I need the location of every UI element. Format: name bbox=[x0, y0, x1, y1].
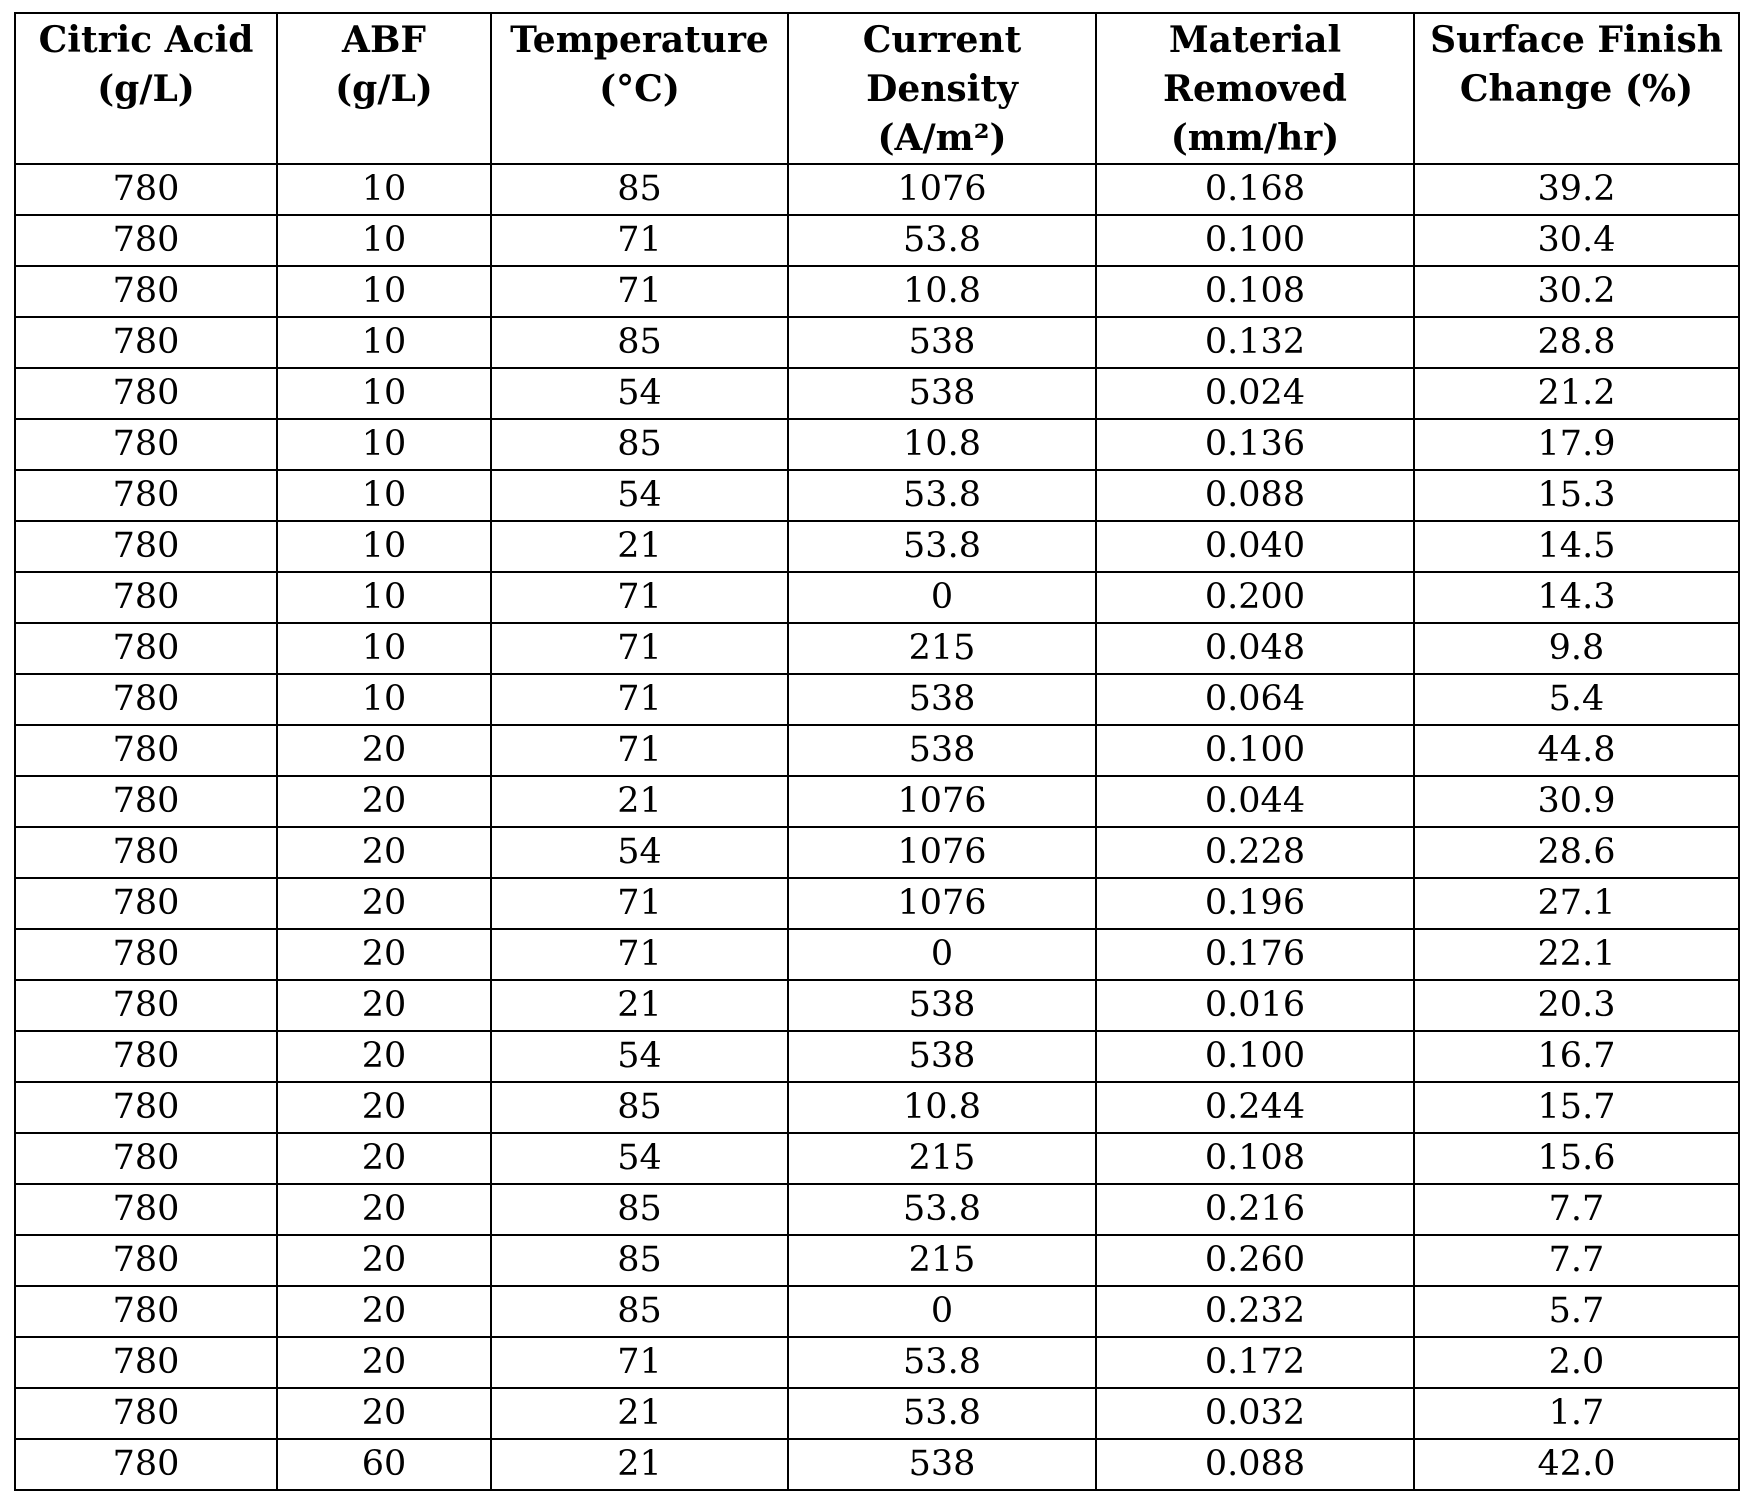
cell-current-density: 215 bbox=[788, 1133, 1096, 1184]
cell-abf: 10 bbox=[277, 521, 491, 572]
header-line: (°C) bbox=[599, 68, 680, 110]
cell-material-removed: 0.088 bbox=[1096, 470, 1414, 521]
cell-surface-finish-change: 30.2 bbox=[1414, 266, 1739, 317]
table-row bbox=[15, 725, 1739, 776]
cell-citric-acid: 780 bbox=[15, 980, 277, 1031]
table-row bbox=[15, 1439, 1739, 1490]
cell-material-removed: 0.196 bbox=[1096, 878, 1414, 929]
cell-citric-acid: 780 bbox=[15, 623, 277, 674]
cell-temperature: 54 bbox=[491, 827, 788, 878]
table-row bbox=[15, 1031, 1739, 1082]
cell-material-removed: 0.016 bbox=[1096, 980, 1414, 1031]
cell-citric-acid: 780 bbox=[15, 164, 277, 215]
cell-surface-finish-change: 30.9 bbox=[1414, 776, 1739, 827]
cell-material-removed: 0.136 bbox=[1096, 419, 1414, 470]
header-line: Surface Finish bbox=[1430, 19, 1723, 61]
header-surface-finish-change bbox=[1414, 13, 1739, 164]
cell-material-removed: 0.024 bbox=[1096, 368, 1414, 419]
cell-citric-acid: 780 bbox=[15, 470, 277, 521]
header-line: Material bbox=[1168, 19, 1342, 61]
cell-current-density: 0 bbox=[788, 572, 1096, 623]
header-line: Removed bbox=[1163, 68, 1347, 110]
cell-temperature: 21 bbox=[491, 1388, 788, 1439]
cell-temperature: 85 bbox=[491, 1082, 788, 1133]
cell-current-density: 538 bbox=[788, 725, 1096, 776]
cell-surface-finish-change: 44.8 bbox=[1414, 725, 1739, 776]
cell-abf: 20 bbox=[277, 1082, 491, 1133]
cell-abf: 20 bbox=[277, 776, 491, 827]
header-line: (mm/hr) bbox=[1170, 117, 1340, 159]
cell-temperature: 54 bbox=[491, 1133, 788, 1184]
table-row bbox=[15, 929, 1739, 980]
cell-current-density: 0 bbox=[788, 929, 1096, 980]
table-row bbox=[15, 470, 1739, 521]
cell-material-removed: 0.040 bbox=[1096, 521, 1414, 572]
cell-abf: 10 bbox=[277, 317, 491, 368]
cell-temperature: 71 bbox=[491, 878, 788, 929]
cell-material-removed: 0.244 bbox=[1096, 1082, 1414, 1133]
header-line: (A/m²) bbox=[877, 117, 1007, 159]
cell-surface-finish-change: 28.6 bbox=[1414, 827, 1739, 878]
cell-abf: 20 bbox=[277, 929, 491, 980]
cell-abf: 10 bbox=[277, 623, 491, 674]
header-line: (g/L) bbox=[335, 68, 433, 110]
cell-material-removed: 0.088 bbox=[1096, 1439, 1414, 1490]
cell-citric-acid: 780 bbox=[15, 776, 277, 827]
header-material-removed bbox=[1096, 13, 1414, 164]
cell-surface-finish-change: 22.1 bbox=[1414, 929, 1739, 980]
cell-abf: 10 bbox=[277, 419, 491, 470]
cell-citric-acid: 780 bbox=[15, 827, 277, 878]
cell-abf: 10 bbox=[277, 368, 491, 419]
cell-abf: 20 bbox=[277, 725, 491, 776]
table-row bbox=[15, 878, 1739, 929]
cell-temperature: 54 bbox=[491, 368, 788, 419]
cell-surface-finish-change: 7.7 bbox=[1414, 1235, 1739, 1286]
table-row bbox=[15, 623, 1739, 674]
cell-abf: 10 bbox=[277, 470, 491, 521]
cell-material-removed: 0.172 bbox=[1096, 1337, 1414, 1388]
table-row bbox=[15, 1337, 1739, 1388]
cell-material-removed: 0.048 bbox=[1096, 623, 1414, 674]
cell-abf: 20 bbox=[277, 1133, 491, 1184]
table-row bbox=[15, 1082, 1739, 1133]
cell-temperature: 21 bbox=[491, 1439, 788, 1490]
cell-current-density: 10.8 bbox=[788, 419, 1096, 470]
cell-surface-finish-change: 14.3 bbox=[1414, 572, 1739, 623]
cell-temperature: 85 bbox=[491, 1235, 788, 1286]
cell-current-density: 215 bbox=[788, 623, 1096, 674]
cell-material-removed: 0.100 bbox=[1096, 215, 1414, 266]
cell-citric-acid: 780 bbox=[15, 368, 277, 419]
cell-current-density: 1076 bbox=[788, 164, 1096, 215]
cell-citric-acid: 780 bbox=[15, 1235, 277, 1286]
cell-current-density: 10.8 bbox=[788, 266, 1096, 317]
cell-surface-finish-change: 2.0 bbox=[1414, 1337, 1739, 1388]
cell-citric-acid: 780 bbox=[15, 1031, 277, 1082]
cell-citric-acid: 780 bbox=[15, 725, 277, 776]
cell-current-density: 53.8 bbox=[788, 521, 1096, 572]
cell-citric-acid: 780 bbox=[15, 878, 277, 929]
cell-abf: 20 bbox=[277, 1235, 491, 1286]
cell-abf: 10 bbox=[277, 266, 491, 317]
header-line: Citric Acid bbox=[38, 19, 254, 61]
cell-surface-finish-change: 9.8 bbox=[1414, 623, 1739, 674]
table-body bbox=[15, 164, 1739, 1490]
cell-abf: 20 bbox=[277, 1337, 491, 1388]
cell-surface-finish-change: 7.7 bbox=[1414, 1184, 1739, 1235]
table-row bbox=[15, 1286, 1739, 1337]
cell-current-density: 1076 bbox=[788, 827, 1096, 878]
cell-citric-acid: 780 bbox=[15, 317, 277, 368]
table-row bbox=[15, 164, 1739, 215]
cell-material-removed: 0.100 bbox=[1096, 1031, 1414, 1082]
header-current-density bbox=[788, 13, 1096, 164]
cell-abf: 60 bbox=[277, 1439, 491, 1490]
cell-surface-finish-change: 21.2 bbox=[1414, 368, 1739, 419]
header-citric-acid bbox=[15, 13, 277, 164]
cell-temperature: 71 bbox=[491, 623, 788, 674]
cell-current-density: 538 bbox=[788, 1439, 1096, 1490]
cell-temperature: 71 bbox=[491, 215, 788, 266]
cell-abf: 20 bbox=[277, 1286, 491, 1337]
cell-surface-finish-change: 17.9 bbox=[1414, 419, 1739, 470]
cell-abf: 20 bbox=[277, 878, 491, 929]
table-row bbox=[15, 1235, 1739, 1286]
cell-citric-acid: 780 bbox=[15, 1133, 277, 1184]
cell-surface-finish-change: 15.6 bbox=[1414, 1133, 1739, 1184]
cell-material-removed: 0.176 bbox=[1096, 929, 1414, 980]
cell-material-removed: 0.132 bbox=[1096, 317, 1414, 368]
header-line: Current bbox=[862, 19, 1022, 61]
header-line: Temperature bbox=[510, 19, 769, 61]
table-row bbox=[15, 317, 1739, 368]
table-row bbox=[15, 572, 1739, 623]
cell-surface-finish-change: 20.3 bbox=[1414, 980, 1739, 1031]
table-row bbox=[15, 1184, 1739, 1235]
cell-material-removed: 0.100 bbox=[1096, 725, 1414, 776]
table-row bbox=[15, 776, 1739, 827]
cell-temperature: 21 bbox=[491, 521, 788, 572]
cell-current-density: 10.8 bbox=[788, 1082, 1096, 1133]
cell-temperature: 71 bbox=[491, 1337, 788, 1388]
cell-surface-finish-change: 39.2 bbox=[1414, 164, 1739, 215]
header-line: Density bbox=[866, 68, 1018, 110]
cell-abf: 20 bbox=[277, 1031, 491, 1082]
cell-temperature: 71 bbox=[491, 725, 788, 776]
table-row bbox=[15, 827, 1739, 878]
cell-abf: 20 bbox=[277, 980, 491, 1031]
cell-abf: 10 bbox=[277, 572, 491, 623]
cell-citric-acid: 780 bbox=[15, 1439, 277, 1490]
cell-current-density: 538 bbox=[788, 1031, 1096, 1082]
table-row bbox=[15, 1388, 1739, 1439]
cell-surface-finish-change: 28.8 bbox=[1414, 317, 1739, 368]
cell-current-density: 215 bbox=[788, 1235, 1096, 1286]
cell-surface-finish-change: 42.0 bbox=[1414, 1439, 1739, 1490]
cell-citric-acid: 780 bbox=[15, 419, 277, 470]
header-line: ABF bbox=[342, 19, 426, 61]
cell-citric-acid: 780 bbox=[15, 1082, 277, 1133]
cell-citric-acid: 780 bbox=[15, 1184, 277, 1235]
header-abf bbox=[277, 13, 491, 164]
table-row bbox=[15, 521, 1739, 572]
cell-abf: 20 bbox=[277, 1388, 491, 1439]
cell-temperature: 71 bbox=[491, 572, 788, 623]
table-row bbox=[15, 368, 1739, 419]
cell-citric-acid: 780 bbox=[15, 572, 277, 623]
cell-abf: 20 bbox=[277, 827, 491, 878]
table-header bbox=[15, 13, 1739, 164]
header-line: (g/L) bbox=[97, 68, 195, 110]
cell-current-density: 53.8 bbox=[788, 470, 1096, 521]
cell-temperature: 85 bbox=[491, 164, 788, 215]
cell-citric-acid: 780 bbox=[15, 1388, 277, 1439]
cell-material-removed: 0.032 bbox=[1096, 1388, 1414, 1439]
data-table bbox=[14, 12, 1740, 1491]
header-temperature bbox=[491, 13, 788, 164]
cell-citric-acid: 780 bbox=[15, 215, 277, 266]
cell-temperature: 71 bbox=[491, 266, 788, 317]
cell-surface-finish-change: 16.7 bbox=[1414, 1031, 1739, 1082]
cell-surface-finish-change: 15.7 bbox=[1414, 1082, 1739, 1133]
cell-temperature: 85 bbox=[491, 317, 788, 368]
cell-current-density: 1076 bbox=[788, 776, 1096, 827]
cell-surface-finish-change: 1.7 bbox=[1414, 1388, 1739, 1439]
cell-temperature: 71 bbox=[491, 674, 788, 725]
cell-temperature: 54 bbox=[491, 470, 788, 521]
cell-material-removed: 0.168 bbox=[1096, 164, 1414, 215]
cell-temperature: 85 bbox=[491, 1184, 788, 1235]
cell-material-removed: 0.108 bbox=[1096, 266, 1414, 317]
cell-temperature: 71 bbox=[491, 929, 788, 980]
cell-current-density: 538 bbox=[788, 368, 1096, 419]
cell-material-removed: 0.216 bbox=[1096, 1184, 1414, 1235]
table-row bbox=[15, 980, 1739, 1031]
cell-abf: 10 bbox=[277, 215, 491, 266]
cell-surface-finish-change: 27.1 bbox=[1414, 878, 1739, 929]
cell-current-density: 53.8 bbox=[788, 1337, 1096, 1388]
cell-temperature: 54 bbox=[491, 1031, 788, 1082]
cell-citric-acid: 780 bbox=[15, 1337, 277, 1388]
cell-material-removed: 0.232 bbox=[1096, 1286, 1414, 1337]
cell-surface-finish-change: 30.4 bbox=[1414, 215, 1739, 266]
cell-temperature: 85 bbox=[491, 1286, 788, 1337]
cell-current-density: 1076 bbox=[788, 878, 1096, 929]
cell-current-density: 538 bbox=[788, 317, 1096, 368]
cell-material-removed: 0.044 bbox=[1096, 776, 1414, 827]
cell-abf: 10 bbox=[277, 164, 491, 215]
cell-material-removed: 0.064 bbox=[1096, 674, 1414, 725]
cell-abf: 20 bbox=[277, 1184, 491, 1235]
cell-current-density: 0 bbox=[788, 1286, 1096, 1337]
cell-temperature: 85 bbox=[491, 419, 788, 470]
cell-material-removed: 0.200 bbox=[1096, 572, 1414, 623]
cell-material-removed: 0.260 bbox=[1096, 1235, 1414, 1286]
cell-current-density: 538 bbox=[788, 980, 1096, 1031]
cell-citric-acid: 780 bbox=[15, 521, 277, 572]
table-row bbox=[15, 674, 1739, 725]
cell-surface-finish-change: 14.5 bbox=[1414, 521, 1739, 572]
cell-material-removed: 0.228 bbox=[1096, 827, 1414, 878]
cell-current-density: 53.8 bbox=[788, 1388, 1096, 1439]
header-line: Change (%) bbox=[1459, 68, 1694, 110]
cell-surface-finish-change: 15.3 bbox=[1414, 470, 1739, 521]
cell-current-density: 53.8 bbox=[788, 1184, 1096, 1235]
table-row bbox=[15, 419, 1739, 470]
cell-current-density: 53.8 bbox=[788, 215, 1096, 266]
cell-temperature: 21 bbox=[491, 980, 788, 1031]
cell-surface-finish-change: 5.7 bbox=[1414, 1286, 1739, 1337]
cell-citric-acid: 780 bbox=[15, 674, 277, 725]
cell-abf: 10 bbox=[277, 674, 491, 725]
table-row bbox=[15, 215, 1739, 266]
table-row bbox=[15, 1133, 1739, 1184]
table-row bbox=[15, 266, 1739, 317]
header-row bbox=[15, 13, 1739, 164]
cell-current-density: 538 bbox=[788, 674, 1096, 725]
cell-material-removed: 0.108 bbox=[1096, 1133, 1414, 1184]
cell-citric-acid: 780 bbox=[15, 266, 277, 317]
cell-temperature: 21 bbox=[491, 776, 788, 827]
cell-citric-acid: 780 bbox=[15, 929, 277, 980]
cell-surface-finish-change: 5.4 bbox=[1414, 674, 1739, 725]
cell-citric-acid: 780 bbox=[15, 1286, 277, 1337]
